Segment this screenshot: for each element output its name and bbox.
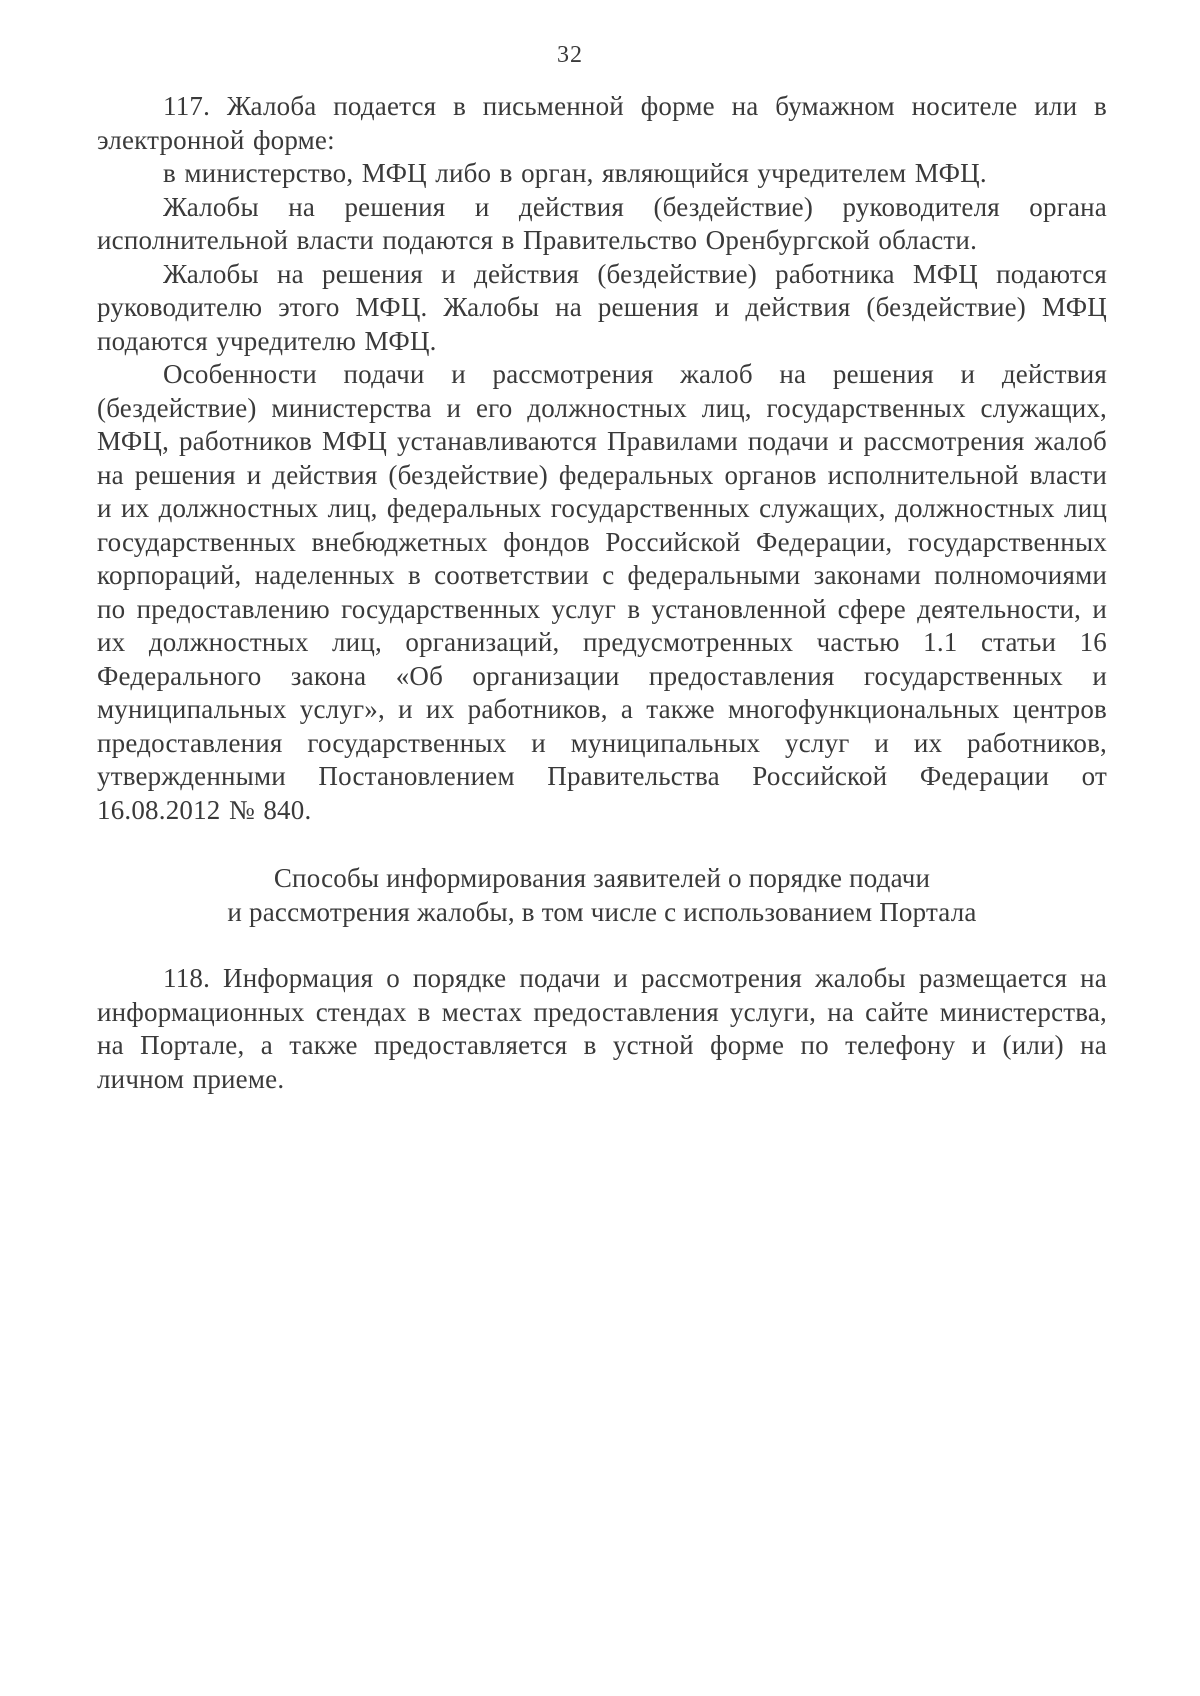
document-body: [97, 90, 1107, 1096]
section-heading-line-1: Способы информирования заявителей о порядке подачи: [273, 863, 931, 893]
section-heading: [97, 861, 1107, 929]
section-heading-line-2: и рассмотрения жалобы, в том числе с использованием Портала: [227, 897, 977, 927]
paragraph-118: 118. Информация о порядке подачи и рассмотрения жалобы размещается на информационных стендах в местах предоставления услуги, на сайте министерства, на Портале, а также предоставляется в устной форме по телефону и (или) на личном приеме.: [97, 963, 1107, 1094]
paragraph-117-complaints-mfc: Жалобы на решения и действия (бездействие) работника МФЦ подаются руководителю этого МФЦ. Жалобы на решения и действия (бездействие) МФЦ подаются учредителю МФЦ.: [97, 258, 1107, 356]
paragraph-117-ministry: в министерство, МФЦ либо в орган, являющийся учредителем МФЦ.: [163, 158, 987, 188]
paragraph-117-features: Особенности подачи и рассмотрения жалоб на решения и действия (бездействие) министерства и его должностных лиц, государственных служащих, МФЦ, работников МФЦ устанавливаются Правилами подачи и рассмотрения жалоб на решения и действия (бездействие) федеральных органов исполнительной власти и их должностных лиц, федеральных государственных служащих, должностных лиц государственных внебюджетных фондов Российской Федерации, государственных корпораций, наделенных в соответствии с федеральными законами полномочиями по предоставлению государственных услуг в установленной сфере деятельности, и их должностных лиц, организаций, предусмотренных частью 1.1 статьи 16 Федерального закона «Об организации предоставления государственных и муниципальных услуг», и их работников, а также многофункциональных центров предоставления государственных и муниципальных услуг и их работников, утвержденными Постановлением Правительства Российской Федерации от 16.08.2012 № 840.: [97, 359, 1107, 825]
paragraph-117-intro: 117. Жалоба подается в письменной форме на бумажном носителе или в электронной форме:: [97, 91, 1107, 155]
paragraph-117-complaints-executive: Жалобы на решения и действия (бездействие) руководителя органа исполнительной власти подаются в Правительство Оренбургской области.: [97, 191, 1107, 255]
page-number: 32: [557, 42, 583, 68]
